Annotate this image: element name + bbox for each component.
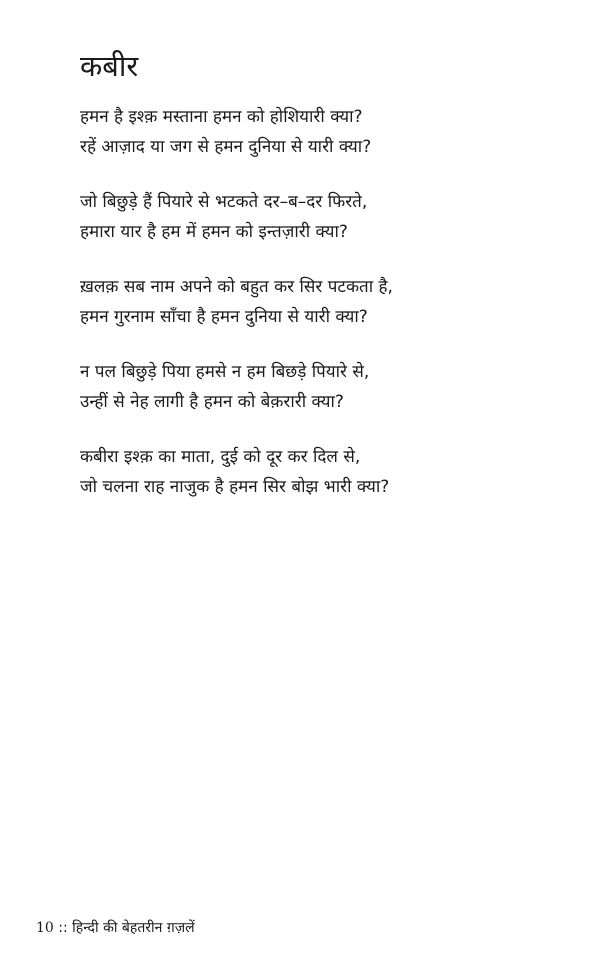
poem-line: जो बिछुड़े हैं पियारे से भटकते दर–ब–दर फिरते, xyxy=(80,192,368,212)
poem-line: रहें आज़ाद या जग से हमन दुनिया से यारी क्या? xyxy=(80,137,372,157)
poem-line: हमारा यार है हम में हमन को इन्तज़ारी क्या? xyxy=(80,222,348,242)
poem-title: कबीर xyxy=(80,49,139,83)
page-footer xyxy=(36,918,195,938)
poem-body xyxy=(80,102,500,527)
stanza xyxy=(80,102,500,162)
poem-line: न पल बिछुड़े पिया हमसे न हम बिछड़े पियारे से, xyxy=(80,362,370,382)
poem-line: हमन है इश्क़ मस्ताना हमन को होशियारी क्या? xyxy=(80,107,363,127)
book-title: हिन्दी की बेहतरीन ग़ज़लें xyxy=(72,920,195,936)
poem-line: हमन गुरनाम साँचा है हमन दुनिया से यारी क्या? xyxy=(80,307,368,327)
stanza xyxy=(80,357,500,417)
stanza xyxy=(80,272,500,332)
poem-line: जो चलना राह नाजुक है हमन सिर बोझ भारी क्या? xyxy=(80,477,390,497)
stanza xyxy=(80,187,500,247)
poem-line: उन्हीं से नेह लागी है हमन को बेक़रारी क्या? xyxy=(80,392,344,412)
poem-line: कबीरा इश्क़ का माता, दुई को दूर कर दिल से, xyxy=(80,447,361,467)
stanza xyxy=(80,442,500,502)
poem-line: ख़लक़ सब नाम अपने को बहुत कर सिर पटकता है, xyxy=(80,277,393,297)
footer-separator: :: xyxy=(58,920,68,936)
page-number: 10 xyxy=(36,920,54,936)
